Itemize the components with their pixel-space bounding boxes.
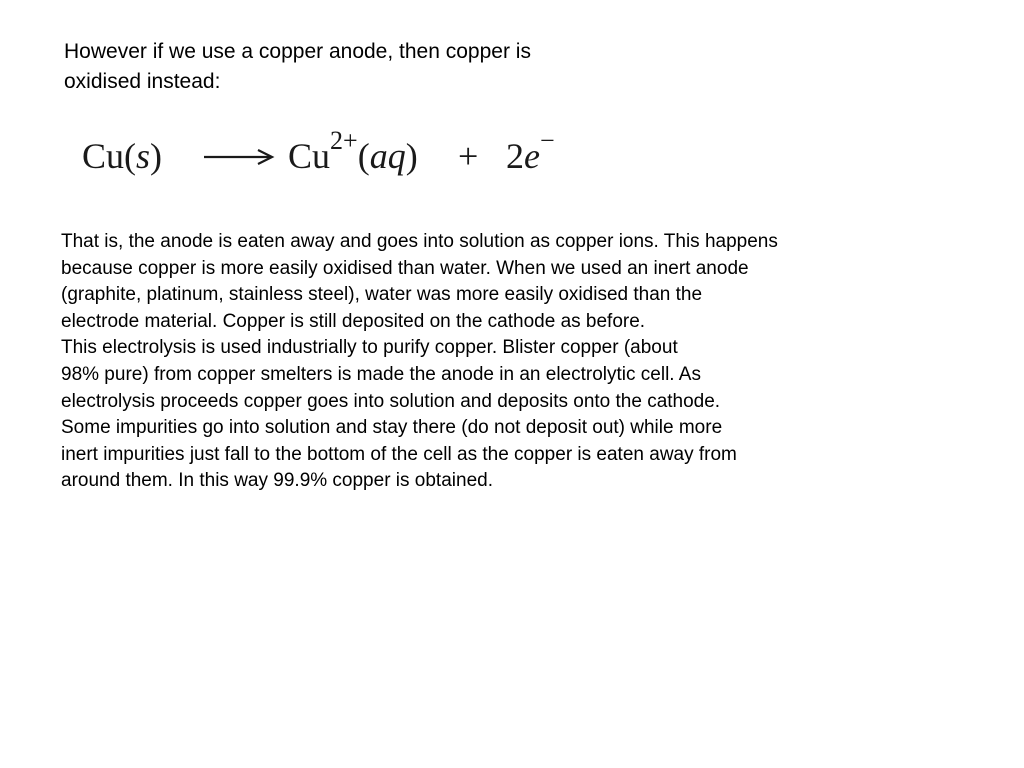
paragraph-line: Some impurities go into solution and stay there (do not deposit out) while more [61, 417, 723, 439]
equation-product-ion: $Cu^{2+}(aq)$ [288, 126, 418, 176]
paragraph-line: electrolysis proceeds copper goes into solution and deposits onto the cathode. [61, 390, 721, 412]
intro-line-1: However if we use a copper anode, then copper is [64, 40, 531, 63]
equation-electrons: 2e− [506, 126, 555, 176]
equation-electron-charge: − [539, 126, 555, 155]
paragraph-line: electrode material. Copper is still deposited on the cathode as before. [61, 310, 646, 332]
paragraph-line: This electrolysis is used industrially to purify copper. Blister copper (about [61, 337, 678, 359]
intro-line-2: oxidised instead: [64, 70, 221, 93]
paragraph-line: because copper is more easily oxidised than water. When we used an inert anode [61, 257, 749, 279]
intro-text [64, 37, 704, 97]
paragraph-line: (graphite, platinum, stainless steel), water was more easily oxidised than the [61, 284, 703, 306]
oxidation-equation [82, 128, 602, 188]
equation-product-charge: 2+ [330, 126, 358, 155]
explanation-paragraph [61, 229, 961, 495]
paragraph-line: around them. In this way 99.9% copper is obtained. [61, 470, 493, 492]
paragraph-line: inert impurities just fall to the bottom of the cell as the copper is eaten away from [61, 443, 737, 465]
paragraph-line: That is, the anode is eaten away and goes into solution as copper ions. This happens [61, 231, 778, 252]
paragraph-line: 98% pure) from copper smelters is made the anode in an electrolytic cell. As [61, 363, 701, 385]
equation-reactant: Cu(s) [82, 136, 163, 176]
equation-plus: + [458, 136, 479, 176]
